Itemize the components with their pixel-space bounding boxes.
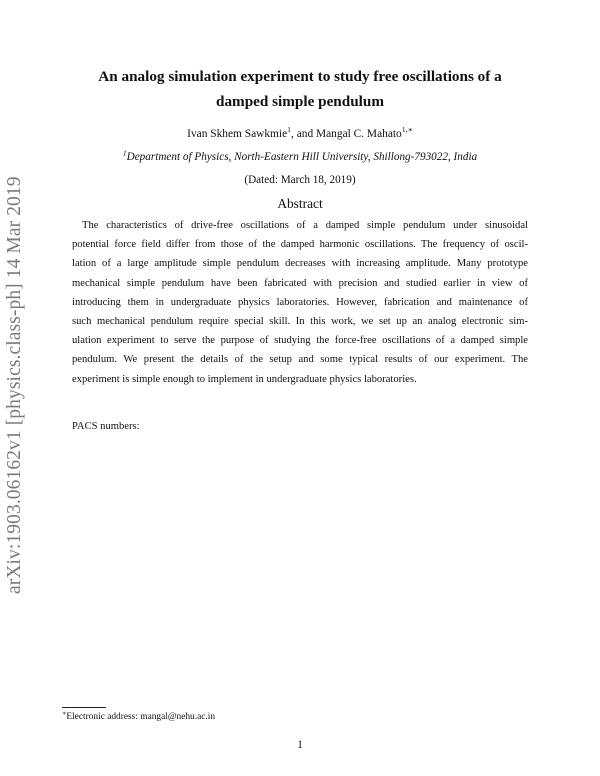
footnote [62,711,215,723]
arxiv-side-stamp: arXiv:1903.06162v1 [physics.class-ph] 14 Mar 2019 [4,176,25,594]
author-connector: , and [291,128,316,140]
footnote-mark: ∗ [62,709,67,717]
abstract-body [72,216,528,389]
title-line-1: An analog simulation experiment to study free oscillations of a [98,68,502,85]
abstract-line: experiment is simple enough to implement in undergraduate physics laboratories. [72,373,417,385]
abstract-line: lation of a large amplitude simple pendulum decreases with increasing amplitude. Many prototype [72,258,528,270]
title-line-2: damped simple pendulum [216,93,384,110]
abstract-line: ulation experiment to serve the purpose of studying the force-free oscillations of a damped simple [72,335,528,347]
paper-title [60,64,540,114]
abstract-line: The characteristics of drive-free oscillations of a damped simple pendulum under sinusoidal [82,220,528,231]
affiliation [40,150,560,164]
footnote-text: Electronic address: mangal@nehu.ac.in [66,712,216,722]
author-affiliation-mark: 1,∗ [401,125,413,135]
abstract-heading: Abstract [277,196,323,211]
author-list [60,127,540,141]
abstract-line: pendulum. We present the details of the setup and some typical results of our experiment. The [72,354,528,366]
date-line: (Dated: March 18, 2019) [244,174,356,186]
footnote-divider [62,707,106,708]
affiliation-text: Department of Physics, North-Eastern Hill University, Shillong-793022, India [126,151,478,163]
abstract-line: introducing them in undergraduate physics laboratories. However, fabrication and maintenance of [72,296,528,308]
affiliation-mark: 1 [122,148,127,158]
pacs-numbers: PACS numbers: [72,421,140,432]
author-name: Mangal C. Mahato [316,128,402,140]
page-number: 1 [297,739,303,751]
author-affiliation-mark: 1 [287,125,291,135]
author-name: Ivan Skhem Sawkmie [187,128,288,140]
abstract-line: potential force field differ from those of the damped harmonic oscillations. The frequency of oscil- [72,239,528,251]
abstract-line: mechanical simple pendulum have been fabricated with precision and studied earlier in view of [72,277,528,289]
abstract-line: such mechanical pendulum require special skill. In this work, we set up an analog electronic sim- [72,316,528,328]
